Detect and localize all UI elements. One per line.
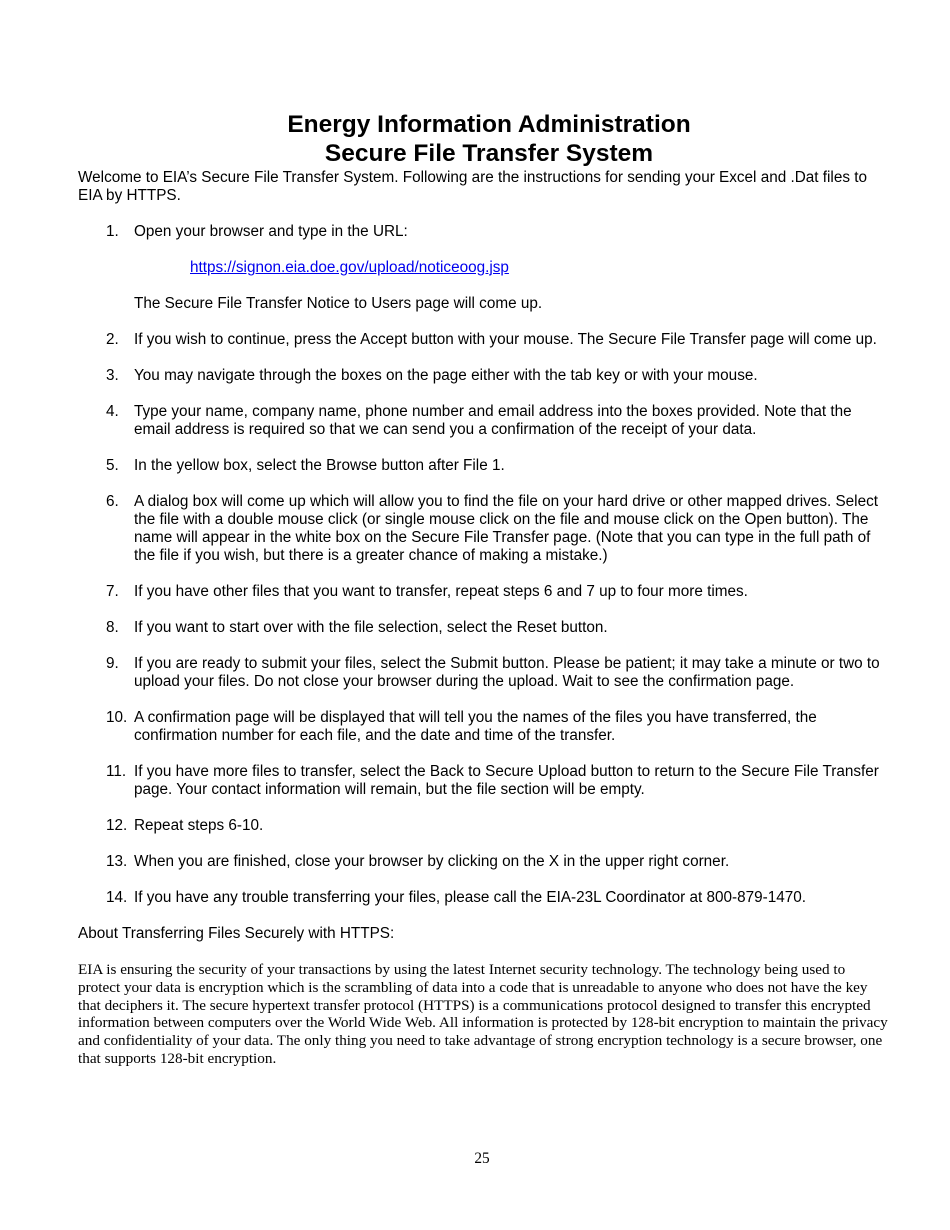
step-5 [78, 457, 888, 475]
step-number: 14. [106, 889, 128, 906]
title-line-1: Energy Information Administration [287, 111, 691, 138]
step-text: If you have other files that you want to transfer, repeat steps 6 and 7 up to four more times. [134, 583, 748, 600]
step-2 [78, 331, 888, 349]
step-text: If you want to start over with the file selection, select the Reset button. [134, 619, 608, 636]
step-number: 2. [106, 331, 119, 348]
step-text: If you are ready to submit your files, select the Submit button. Please be patient; it may take a minute or two to upload your files. Do not close your browser during the upload. Wait to see the confirmation page. [134, 655, 880, 690]
step-11 [78, 763, 888, 799]
step-number: 1. [106, 223, 119, 240]
step-text: A confirmation page will be displayed that will tell you the names of the files you have transferred, the confirmation number for each file, and the date and time of the transfer. [134, 709, 817, 744]
step-number: 11. [106, 763, 127, 780]
step-9 [78, 655, 888, 691]
page-title [78, 110, 888, 168]
step-subtext: The Secure File Transfer Notice to Users page will come up. [134, 295, 543, 312]
step-6 [78, 493, 888, 565]
step-3 [78, 367, 888, 385]
step-1 [78, 223, 888, 313]
step-number: 9. [106, 655, 119, 672]
step-text: Repeat steps 6-10. [134, 817, 264, 834]
step-text: If you wish to continue, press the Accept button with your mouse. The Secure File Transfer page will come up. [134, 331, 877, 348]
step-14 [78, 889, 888, 907]
step-12 [78, 817, 888, 835]
url-line [190, 259, 888, 277]
step-7 [78, 583, 888, 601]
about-heading: About Transferring Files Securely with HTTPS: [78, 925, 395, 942]
page-number: 25 [474, 1150, 490, 1167]
step-10 [78, 709, 888, 745]
step-number: 10. [106, 709, 128, 726]
upload-url-link[interactable]: https://signon.eia.doe.gov/upload/noticeoog.jsp [190, 259, 509, 276]
instruction-list [78, 223, 888, 907]
document-page [78, 110, 888, 1068]
step-text: Type your name, company name, phone number and email address into the boxes provided. Note that the email address is required so that we can send you a confirmation of the receipt of your data. [134, 403, 852, 438]
step-number: 12. [106, 817, 128, 834]
step-text: A dialog box will come up which will allow you to find the file on your hard drive or other mapped drives. Select the file with a double mouse click (or single mouse click on the file and mouse click on the Open button). The name will appear in the white box on the Secure File Transfer page. (Note that you can type in the full path of the file if you wish, but there is a greater chance of making a mistake.) [134, 493, 878, 564]
step-number: 4. [106, 403, 119, 420]
about-paragraph: EIA is ensuring the security of your transactions by using the latest Internet security technology. The technology being used to protect your data is encryption which is the scrambling of data into a code that is unreadable to anyone who does not have the key that deciphers it. The secure hypertext transfer protocol (HTTPS) is a communications protocol designed to transfer this encrypted information between computers over the World Wide Web. All information is protected by 128-bit encryption to maintain the privacy and confidentiality of your data. The only thing you need to take advantage of strong encryption technology is a secure browser, one that supports 128-bit encryption. [78, 961, 888, 1067]
step-text: You may navigate through the boxes on the page either with the tab key or with your mouse. [134, 367, 758, 384]
step-13 [78, 853, 888, 871]
step-number: 6. [106, 493, 119, 510]
step-number: 8. [106, 619, 119, 636]
intro-paragraph: Welcome to EIA’s Secure File Transfer System. Following are the instructions for sending your Excel and .Dat files to EIA by HTTPS. [78, 169, 867, 204]
step-text: In the yellow box, select the Browse button after File 1. [134, 457, 505, 474]
step-text: When you are finished, close your browser by clicking on the X in the upper right corner. [134, 853, 730, 870]
step-number: 5. [106, 457, 119, 474]
step-text: If you have more files to transfer, select the Back to Secure Upload button to return to the Secure File Transfer page. Your contact information will remain, but the file section will be empty. [134, 763, 879, 798]
step-number: 13. [106, 853, 128, 870]
step-number: 7. [106, 583, 119, 600]
step-8 [78, 619, 888, 637]
step-number: 3. [106, 367, 119, 384]
title-line-2: Secure File Transfer System [324, 140, 654, 167]
step-4 [78, 403, 888, 439]
step-text: Open your browser and type in the URL: [134, 223, 408, 240]
step-text: If you have any trouble transferring your files, please call the EIA-23L Coordinator at 800-879-1470. [134, 889, 807, 906]
